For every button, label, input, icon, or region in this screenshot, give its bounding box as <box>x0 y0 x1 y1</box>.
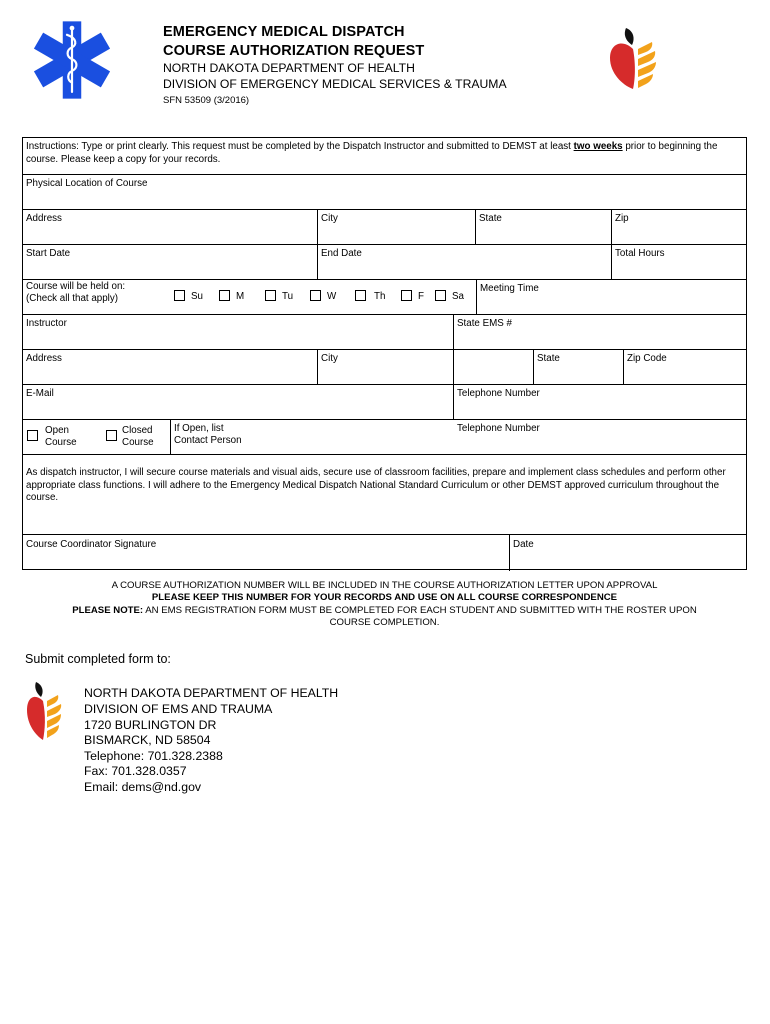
held-on-label: Course will be held on: <box>26 281 126 292</box>
star-of-life-icon <box>30 18 114 102</box>
address-line: NORTH DAKOTA DEPARTMENT OF HEALTH <box>84 686 339 700</box>
keep-number-notice: PLEASE KEEP THIS NUMBER FOR YOUR RECORDS AND USE ON ALL COURSE CORRESPONDENCE <box>151 592 618 603</box>
instructor-city-field[interactable]: City <box>321 353 338 364</box>
instructor-zip-field[interactable]: Zip Code <box>627 353 667 364</box>
total-hours-field[interactable]: Total Hours <box>615 248 665 259</box>
state-field[interactable]: State <box>479 213 502 224</box>
instructor-state-field[interactable]: State <box>537 353 560 364</box>
address-line: 1720 BURLINGTON DR <box>84 718 217 732</box>
start-date-field[interactable]: Start Date <box>26 248 71 259</box>
coordinator-signature-field[interactable]: Course Coordinator Signature <box>26 539 157 550</box>
address-line: BISMARCK, ND 58504 <box>84 733 211 747</box>
city-field[interactable]: City <box>321 213 338 224</box>
end-date-field[interactable]: End Date <box>321 248 362 259</box>
day-label-m: M <box>236 291 245 302</box>
held-on-hint: (Check all that apply) <box>26 293 119 304</box>
fax-line: Fax: 701.328.0357 <box>84 764 187 778</box>
signature-date-field[interactable]: Date <box>513 539 534 550</box>
division-name: DIVISION OF EMERGENCY MEDICAL SERVICES & TRAUMA <box>163 77 507 91</box>
day-label-w: W <box>327 291 337 302</box>
day-checkbox-m[interactable] <box>219 290 230 301</box>
day-label-tu: Tu <box>282 291 294 302</box>
authorization-number-notice: A COURSE AUTHORIZATION NUMBER WILL BE INCLUDED IN THE COURSE AUTHORIZATION LETTER UPON APPROVAL <box>111 580 658 591</box>
open-course-checkbox[interactable] <box>27 430 38 441</box>
authorization-form <box>22 137 747 570</box>
contact-telephone-field[interactable]: Telephone Number <box>457 423 540 434</box>
department-name: NORTH DAKOTA DEPARTMENT OF HEALTH <box>163 61 415 75</box>
instructor-attestation: As dispatch instructor, I will secure course materials and visual aids, secure use of classroom facilities, prepare and implement class schedules and perform other appropriate class functions. I will adhere to the Emergency Medical Dispatch National Standard Curriculum or other DEMST approved curriculum throughout the course. <box>26 467 726 504</box>
address-field[interactable]: Address <box>26 213 62 224</box>
address-line: DIVISION OF EMS AND TRAUMA <box>84 702 273 716</box>
day-checkbox-sa[interactable] <box>435 290 446 301</box>
day-checkbox-th[interactable] <box>355 290 366 301</box>
email-field[interactable]: E-Mail <box>26 388 54 399</box>
submit-heading: Submit completed form to: <box>25 652 171 666</box>
closed-course-checkbox[interactable] <box>106 430 117 441</box>
day-checkbox-w[interactable] <box>310 290 321 301</box>
closed-course-label: Closed <box>122 425 153 436</box>
email-link[interactable]: Email: dems@nd.gov <box>84 780 202 794</box>
instructor-field[interactable]: Instructor <box>26 318 67 329</box>
day-label-sa: Sa <box>452 291 464 302</box>
state-ems-number-field[interactable]: State EMS # <box>457 318 512 329</box>
form-title-line2: COURSE AUTHORIZATION REQUEST <box>163 43 425 59</box>
zip-field[interactable]: Zip <box>615 213 629 224</box>
registration-form-notice-2: COURSE COMPLETION. <box>329 617 440 628</box>
day-checkbox-su[interactable] <box>174 290 185 301</box>
day-checkbox-tu[interactable] <box>265 290 276 301</box>
open-course-label: Open <box>45 425 69 436</box>
telephone-field[interactable]: Telephone Number <box>457 388 540 399</box>
closed-course-label-2: Course <box>122 437 154 448</box>
registration-form-notice: PLEASE NOTE: AN EMS REGISTRATION FORM MUST BE COMPLETED FOR EACH STUDENT AND SUBMITTED WITH THE ROSTER UPON <box>72 605 697 616</box>
physical-location-field[interactable]: Physical Location of Course <box>26 178 148 189</box>
form-title-line1: EMERGENCY MEDICAL DISPATCH <box>163 24 405 40</box>
instructor-address-field[interactable]: Address <box>26 353 62 364</box>
day-checkbox-f[interactable] <box>401 290 412 301</box>
day-label-su: Su <box>191 291 203 302</box>
instructions: Instructions: Type or print clearly. This request must be completed by the Dispatch Instructor and submitted to DEMST at least two weeks prior to beginning the course. Please keep a copy for your records. <box>26 141 718 165</box>
day-label-th: Th <box>374 291 386 302</box>
telephone-line: Telephone: 701.328.2388 <box>84 749 223 763</box>
open-course-label-2: Course <box>45 437 77 448</box>
meeting-time-field[interactable]: Meeting Time <box>480 283 539 294</box>
day-label-f: F <box>418 291 424 302</box>
health-department-apple-logo-icon <box>26 680 66 742</box>
form-number: SFN 53509 (3/2016) <box>163 95 250 106</box>
contact-person-field[interactable]: If Open, list <box>174 423 224 434</box>
contact-person-label-2: Contact Person <box>174 435 242 446</box>
health-department-apple-logo-icon <box>608 25 662 91</box>
